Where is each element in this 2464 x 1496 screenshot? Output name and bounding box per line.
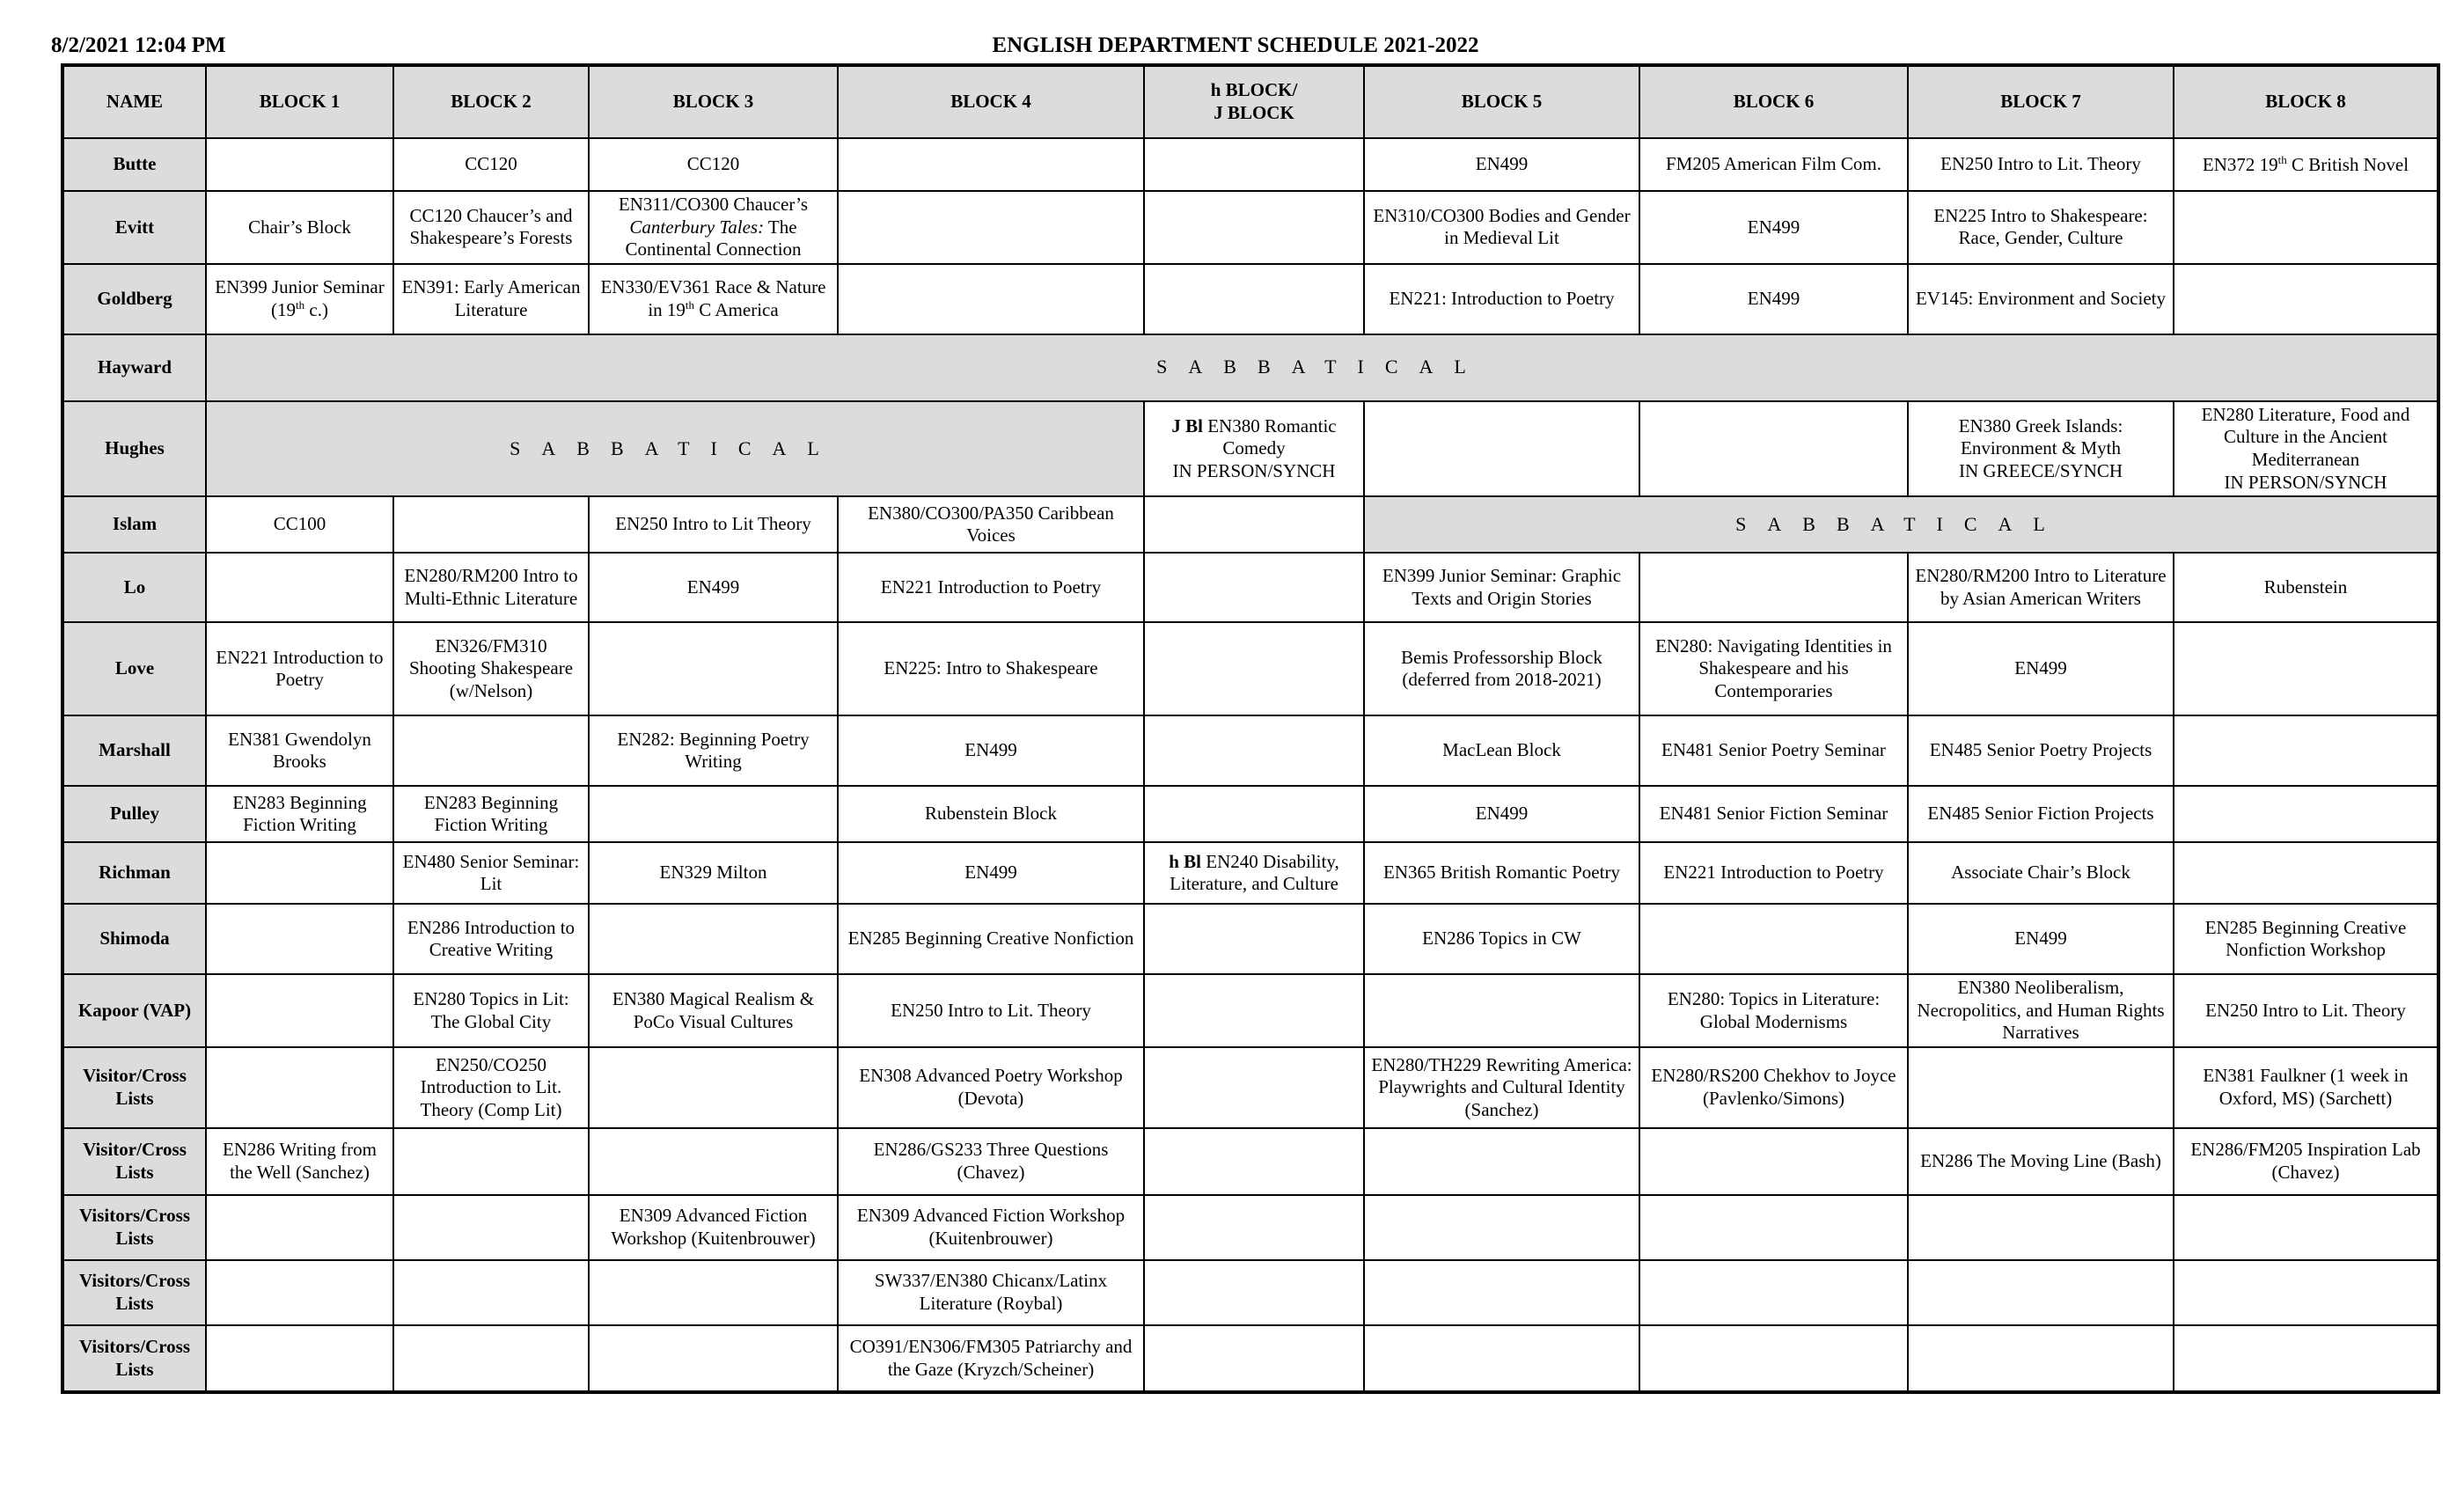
schedule-cell: Associate Chair’s Block <box>1908 842 2174 904</box>
schedule-cell <box>206 1047 393 1128</box>
schedule-cell <box>1144 1128 1364 1195</box>
schedule-cell: Bemis Professorship Block (deferred from 2018-2021) <box>1364 622 1639 715</box>
schedule-cell <box>206 974 393 1047</box>
schedule-cell <box>589 1260 838 1325</box>
schedule-cell: EN399 Junior Seminar (19th c.) <box>206 264 393 334</box>
schedule-cell <box>2174 715 2438 786</box>
schedule-cell <box>393 1260 589 1325</box>
schedule-cell <box>589 622 838 715</box>
schedule-cell: EN372 19th C British Novel <box>2174 138 2438 191</box>
schedule-cell: EN286 Topics in CW <box>1364 904 1639 974</box>
table-row <box>62 622 2438 715</box>
schedule-cell <box>1639 1128 1908 1195</box>
schedule-cell: EN380/CO300/PA350 Caribbean Voices <box>838 496 1144 553</box>
sabbatical-band: SABBATICAL <box>206 401 1144 496</box>
schedule-cell <box>206 842 393 904</box>
schedule-cell <box>1144 786 1364 842</box>
schedule-cell <box>1908 1260 2174 1325</box>
schedule-cell <box>1908 1047 2174 1128</box>
schedule-cell <box>589 1047 838 1128</box>
schedule-cell: EN225 Intro to Shakespeare: Race, Gender, Culture <box>1908 191 2174 264</box>
schedule-cell <box>838 191 1144 264</box>
schedule-cell: EN309 Advanced Fiction Workshop (Kuitenbrouwer) <box>589 1195 838 1260</box>
schedule-cell <box>2174 842 2438 904</box>
schedule-cell <box>1639 904 1908 974</box>
schedule-cell: EN499 <box>838 715 1144 786</box>
schedule-cell <box>1364 1325 1639 1392</box>
schedule-cell: EN481 Senior Poetry Seminar <box>1639 715 1908 786</box>
schedule-cell <box>2174 622 2438 715</box>
schedule-cell: EN280/RM200 Intro to Literature by Asian American Writers <box>1908 553 2174 622</box>
schedule-cell <box>1364 974 1639 1047</box>
schedule-cell: EN250/CO250 Introduction to Lit. Theory (Comp Lit) <box>393 1047 589 1128</box>
schedule-cell: Rubenstein <box>2174 553 2438 622</box>
faculty-name: Hayward <box>62 334 206 401</box>
table-row <box>62 334 2438 401</box>
faculty-name: Butte <box>62 138 206 191</box>
schedule-cell <box>2174 1325 2438 1392</box>
schedule-cell <box>2174 264 2438 334</box>
schedule-cell: CC100 <box>206 496 393 553</box>
table-row <box>62 715 2438 786</box>
faculty-name: Marshall <box>62 715 206 786</box>
page-title: ENGLISH DEPARTMENT SCHEDULE 2021-2022 <box>992 33 1479 57</box>
schedule-cell: MacLean Block <box>1364 715 1639 786</box>
column-header-block-1: BLOCK 1 <box>206 65 393 138</box>
schedule-cell: EN280/RM200 Intro to Multi-Ethnic Literature <box>393 553 589 622</box>
schedule-cell: EN329 Milton <box>589 842 838 904</box>
schedule-cell <box>1639 1260 1908 1325</box>
schedule-cell <box>589 1325 838 1392</box>
schedule-cell <box>206 138 393 191</box>
schedule-cell <box>1144 1325 1364 1392</box>
schedule-cell: EN280/RS200 Chekhov to Joyce (Pavlenko/Simons) <box>1639 1047 1908 1128</box>
schedule-cell <box>2174 786 2438 842</box>
schedule-cell: EN221: Introduction to Poetry <box>1364 264 1639 334</box>
schedule-cell: EN485 Senior Poetry Projects <box>1908 715 2174 786</box>
column-header-block-3: BLOCK 3 <box>589 65 838 138</box>
schedule-cell <box>1144 904 1364 974</box>
schedule-table <box>61 63 2440 1394</box>
schedule-cell <box>1144 496 1364 553</box>
schedule-cell: CC120 <box>589 138 838 191</box>
schedule-cell: EN381 Faulkner (1 week in Oxford, MS) (Sarchett) <box>2174 1047 2438 1128</box>
faculty-name: Hughes <box>62 401 206 496</box>
faculty-name: Lo <box>62 553 206 622</box>
faculty-name: Visitor/Cross Lists <box>62 1047 206 1128</box>
table-row <box>62 904 2438 974</box>
schedule-cell <box>1144 715 1364 786</box>
schedule-cell: EN250 Intro to Lit. Theory <box>1908 138 2174 191</box>
schedule-cell: EN280 Topics in Lit: The Global City <box>393 974 589 1047</box>
schedule-cell: EN280 Literature, Food and Culture in the Ancient Mediterranean IN PERSON/SYNCH <box>2174 401 2438 496</box>
schedule-cell: CC120 <box>393 138 589 191</box>
table-row <box>62 1325 2438 1392</box>
schedule-cell <box>206 553 393 622</box>
schedule-cell: EN309 Advanced Fiction Workshop (Kuitenbrouwer) <box>838 1195 1144 1260</box>
schedule-cell: EN330/EV361 Race & Nature in 19th C America <box>589 264 838 334</box>
schedule-cell <box>1639 401 1908 496</box>
schedule-cell: Rubenstein Block <box>838 786 1144 842</box>
schedule-cell: EN365 British Romantic Poetry <box>1364 842 1639 904</box>
schedule-cell <box>589 786 838 842</box>
table-row <box>62 974 2438 1047</box>
schedule-cell: EN280: Navigating Identities in Shakespeare and his Contemporaries <box>1639 622 1908 715</box>
faculty-name: Goldberg <box>62 264 206 334</box>
schedule-cell: EN310/CO300 Bodies and Gender in Medieval Lit <box>1364 191 1639 264</box>
table-row <box>62 138 2438 191</box>
table-row <box>62 264 2438 334</box>
column-header-block-7: BLOCK 7 <box>1908 65 2174 138</box>
schedule-cell: EN380 Neoliberalism, Necropolitics, and Human Rights Narratives <box>1908 974 2174 1047</box>
schedule-cell: EN286 The Moving Line (Bash) <box>1908 1128 2174 1195</box>
schedule-cell: EN311/CO300 Chaucer’s Canterbury Tales: The Continental Connection <box>589 191 838 264</box>
schedule-cell <box>1144 553 1364 622</box>
faculty-name: Richman <box>62 842 206 904</box>
schedule-cell <box>1908 1325 2174 1392</box>
schedule-cell <box>2174 1260 2438 1325</box>
schedule-cell: CO391/EN306/FM305 Patriarchy and the Gaze (Kryzch/Scheiner) <box>838 1325 1144 1392</box>
schedule-cell: EN285 Beginning Creative Nonfiction Workshop <box>2174 904 2438 974</box>
schedule-cell <box>393 1195 589 1260</box>
schedule-cell <box>1144 1260 1364 1325</box>
schedule-cell <box>393 715 589 786</box>
schedule-cell <box>393 496 589 553</box>
schedule-cell: EN499 <box>1364 138 1639 191</box>
schedule-cell <box>838 138 1144 191</box>
schedule-cell: EN499 <box>1908 622 2174 715</box>
schedule-cell: EN286/FM205 Inspiration Lab (Chavez) <box>2174 1128 2438 1195</box>
schedule-cell: EN250 Intro to Lit. Theory <box>2174 974 2438 1047</box>
faculty-name: Kapoor (VAP) <box>62 974 206 1047</box>
faculty-name: Love <box>62 622 206 715</box>
schedule-cell: EN286 Introduction to Creative Writing <box>393 904 589 974</box>
schedule-cell: EN485 Senior Fiction Projects <box>1908 786 2174 842</box>
schedule-cell: EN282: Beginning Poetry Writing <box>589 715 838 786</box>
schedule-cell: EN391: Early American Literature <box>393 264 589 334</box>
table-row <box>62 1260 2438 1325</box>
schedule-cell <box>1639 1195 1908 1260</box>
schedule-cell: EV145: Environment and Society <box>1908 264 2174 334</box>
column-header-block-2: BLOCK 2 <box>393 65 589 138</box>
schedule-cell <box>206 1325 393 1392</box>
table-row <box>62 401 2438 496</box>
schedule-cell: EN499 <box>838 842 1144 904</box>
column-header-name: NAME <box>62 65 206 138</box>
schedule-cell <box>1364 1128 1639 1195</box>
schedule-cell <box>393 1325 589 1392</box>
table-row <box>62 1128 2438 1195</box>
column-header-h-j-block: h BLOCK/ J BLOCK <box>1144 65 1364 138</box>
schedule-cell <box>838 264 1144 334</box>
schedule-cell: Chair’s Block <box>206 191 393 264</box>
table-row <box>62 786 2438 842</box>
header-row <box>62 65 2438 138</box>
schedule-cell <box>1144 264 1364 334</box>
schedule-cell: EN286 Writing from the Well (Sanchez) <box>206 1128 393 1195</box>
table-row <box>62 191 2438 264</box>
schedule-cell: EN380 Magical Realism & PoCo Visual Cultures <box>589 974 838 1047</box>
schedule-cell <box>1639 553 1908 622</box>
schedule-cell: J Bl EN380 Romantic Comedy IN PERSON/SYNCH <box>1144 401 1364 496</box>
schedule-cell <box>1144 974 1364 1047</box>
column-header-block-6: BLOCK 6 <box>1639 65 1908 138</box>
schedule-cell: EN481 Senior Fiction Seminar <box>1639 786 1908 842</box>
schedule-cell: EN250 Intro to Lit Theory <box>589 496 838 553</box>
table-row <box>62 1047 2438 1128</box>
schedule-cell: EN285 Beginning Creative Nonfiction <box>838 904 1144 974</box>
schedule-cell: EN221 Introduction to Poetry <box>1639 842 1908 904</box>
schedule-cell <box>1908 1195 2174 1260</box>
schedule-cell: EN286/GS233 Three Questions (Chavez) <box>838 1128 1144 1195</box>
schedule-cell <box>206 1260 393 1325</box>
schedule-cell <box>393 1128 589 1195</box>
schedule-cell: EN283 Beginning Fiction Writing <box>206 786 393 842</box>
schedule-cell <box>206 904 393 974</box>
schedule-cell: EN499 <box>589 553 838 622</box>
schedule-cell: SW337/EN380 Chicanx/Latinx Literature (Roybal) <box>838 1260 1144 1325</box>
schedule-cell: EN499 <box>1908 904 2174 974</box>
schedule-cell: EN221 Introduction to Poetry <box>206 622 393 715</box>
schedule-cell <box>589 904 838 974</box>
schedule-cell <box>1364 1195 1639 1260</box>
schedule-cell <box>206 1195 393 1260</box>
table-row <box>62 553 2438 622</box>
schedule-cell <box>1364 401 1639 496</box>
column-header-block-8: BLOCK 8 <box>2174 65 2438 138</box>
print-timestamp: 8/2/2021 12:04 PM <box>51 33 226 57</box>
schedule-cell <box>1364 1260 1639 1325</box>
faculty-name: Islam <box>62 496 206 553</box>
schedule-cell <box>2174 191 2438 264</box>
table-row <box>62 1195 2438 1260</box>
schedule-cell: EN326/FM310 Shooting Shakespeare (w/Nelson) <box>393 622 589 715</box>
schedule-cell <box>1144 622 1364 715</box>
table-row <box>62 842 2438 904</box>
schedule-cell: EN499 <box>1639 191 1908 264</box>
schedule-cell: EN480 Senior Seminar: Lit <box>393 842 589 904</box>
schedule-cell: EN221 Introduction to Poetry <box>838 553 1144 622</box>
sabbatical-band: SABBATICAL <box>1364 496 2438 553</box>
schedule-cell <box>1144 1195 1364 1260</box>
schedule-cell: h Bl EN240 Disability, Literature, and Culture <box>1144 842 1364 904</box>
schedule-cell: EN250 Intro to Lit. Theory <box>838 974 1144 1047</box>
faculty-name: Visitors/Cross Lists <box>62 1195 206 1260</box>
faculty-name: Visitors/Cross Lists <box>62 1325 206 1392</box>
column-header-block-5: BLOCK 5 <box>1364 65 1639 138</box>
schedule-cell: EN225: Intro to Shakespeare <box>838 622 1144 715</box>
schedule-cell: EN381 Gwendolyn Brooks <box>206 715 393 786</box>
schedule-cell: EN280/TH229 Rewriting America: Playwrights and Cultural Identity (Sanchez) <box>1364 1047 1639 1128</box>
faculty-name: Pulley <box>62 786 206 842</box>
column-header-block-4: BLOCK 4 <box>838 65 1144 138</box>
faculty-name: Visitor/Cross Lists <box>62 1128 206 1195</box>
schedule-cell <box>1639 1325 1908 1392</box>
schedule-cell: EN280: Topics in Literature: Global Modernisms <box>1639 974 1908 1047</box>
schedule-cell: EN499 <box>1639 264 1908 334</box>
schedule-cell: EN308 Advanced Poetry Workshop (Devota) <box>838 1047 1144 1128</box>
schedule-cell: EN283 Beginning Fiction Writing <box>393 786 589 842</box>
faculty-name: Shimoda <box>62 904 206 974</box>
schedule-cell <box>1144 1047 1364 1128</box>
schedule-cell: CC120 Chaucer’s and Shakespeare’s Forests <box>393 191 589 264</box>
sabbatical-band: SABBATICAL <box>206 334 2438 401</box>
faculty-name: Visitors/Cross Lists <box>62 1260 206 1325</box>
schedule-cell: EN499 <box>1364 786 1639 842</box>
schedule-cell <box>1144 138 1364 191</box>
schedule-cell: EN399 Junior Seminar: Graphic Texts and Origin Stories <box>1364 553 1639 622</box>
schedule-cell: FM205 American Film Com. <box>1639 138 1908 191</box>
table-row <box>62 496 2438 553</box>
schedule-cell <box>2174 1195 2438 1260</box>
schedule-cell: EN380 Greek Islands: Environment & Myth IN GREECE/SYNCH <box>1908 401 2174 496</box>
schedule-cell <box>1144 191 1364 264</box>
schedule-cell <box>589 1128 838 1195</box>
faculty-name: Evitt <box>62 191 206 264</box>
